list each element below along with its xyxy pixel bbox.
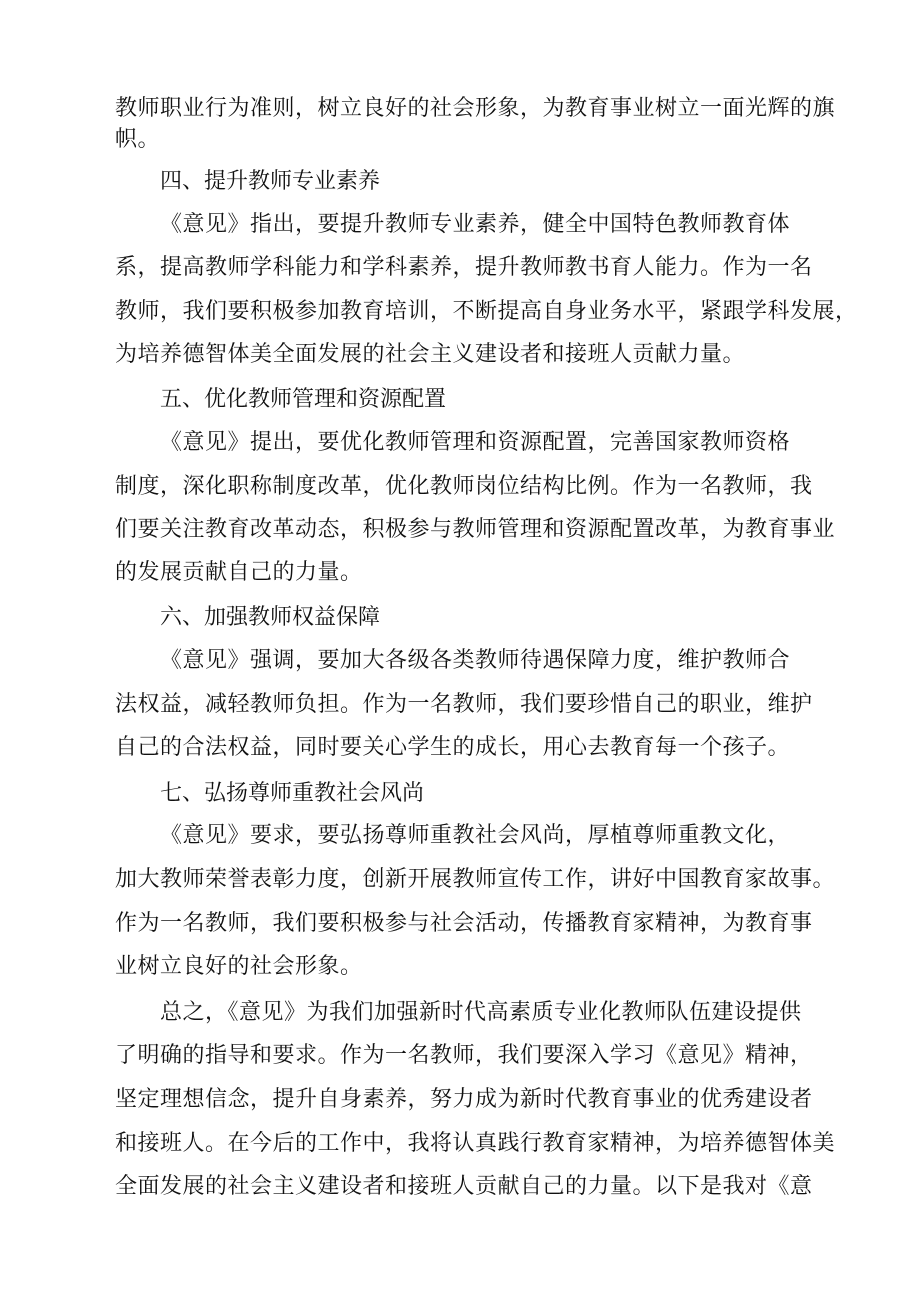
paragraph-line: 加大教师荣誉表彰力度，创新开展教师宣传工作，讲好中国教育家故事。 — [115, 867, 836, 892]
paragraph-line: 作为一名教师，我们要积极参与社会活动，传播教育家精神，为教育事 — [115, 911, 813, 936]
conclusion-line: 坚定理想信念，提升自身素养，努力成为新时代教育事业的优秀建设者 — [115, 1087, 813, 1112]
conclusion-line: 和接班人。在今后的工作中，我将认真践行教育家精神，为培养德智体美 — [115, 1131, 836, 1156]
conclusion-line: 了明确的指导和要求。作为一名教师，我们要深入学习《意见》精神， — [115, 1043, 813, 1068]
conclusion-line: 总之，《意见》为我们加强新时代高素质专业化教师队伍建设提供 — [160, 1000, 802, 1025]
paragraph-line: 的发展贡献自己的力量。 — [115, 560, 363, 585]
paragraph-line: 《意见》强调，要加大各级各类教师待遇保障力度，维护教师合 — [160, 648, 791, 673]
intro-line: 帜。 — [115, 127, 161, 152]
section-heading: 六、加强教师权益保障 — [160, 605, 381, 630]
paragraph-line: 教师，我们要积极参加教育培训，不断提高自身业务水平，紧跟学科发展， — [115, 299, 858, 324]
section-heading: 七、弘扬尊师重教社会风尚 — [160, 781, 425, 806]
section-heading: 五、优化教师管理和资源配置 — [160, 387, 447, 412]
paragraph-line: 为培养德智体美全面发展的社会主义建设者和接班人贡献力量。 — [115, 342, 746, 367]
paragraph-line: 《意见》提出，要优化教师管理和资源配置，完善国家教师资格 — [160, 430, 791, 455]
conclusion-line: 全面发展的社会主义建设者和接班人贡献自己的力量。以下是我对《意 — [115, 1174, 813, 1199]
paragraph-line: 自己的合法权益，同时要关心学生的成长，用心去教育每一个孩子。 — [115, 735, 791, 760]
paragraph-line: 们要关注教育改革动态，积极参与教师管理和资源配置改革，为教育事业 — [115, 517, 836, 542]
paragraph-line: 法权益，减轻教师负担。作为一名教师，我们要珍惜自己的职业，维护 — [115, 692, 813, 717]
intro-line: 教师职业行为准则，树立良好的社会形象，为教育事业树立一面光辉的旗 — [115, 96, 836, 121]
section-heading: 四、提升教师专业素养 — [160, 169, 381, 194]
paragraph-line: 制度，深化职称制度改革，优化教师岗位结构比例。作为一名教师，我 — [115, 474, 813, 499]
paragraph-line: 业树立良好的社会形象。 — [115, 954, 363, 979]
paragraph-line: 《意见》指出，要提升教师专业素养，健全中国特色教师教育体 — [160, 212, 791, 237]
paragraph-line: 《意见》要求，要弘扬尊师重教社会风尚，厚植尊师重教文化， — [160, 823, 791, 848]
paragraph-line: 系，提高教师学科能力和学科素养，提升教师教书育人能力。作为一名 — [115, 255, 813, 280]
